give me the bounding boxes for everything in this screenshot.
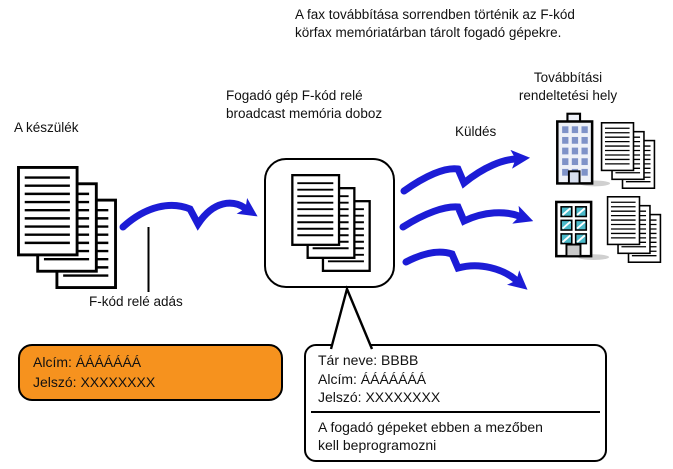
relay-box-label-line2: broadcast memória doboz bbox=[226, 106, 383, 121]
relay-box-label bbox=[226, 87, 382, 123]
document-stack-icon bbox=[600, 122, 656, 189]
sender-code-box bbox=[18, 344, 283, 401]
office-building-icon bbox=[550, 200, 610, 262]
relay-transmission-label: F-kód relé adás bbox=[89, 294, 183, 309]
callout-note-line1: A fogadó gépeket ebben a mezőben bbox=[318, 418, 543, 435]
send-arrow-top bbox=[404, 159, 515, 191]
send-arrow-bottom bbox=[406, 252, 516, 280]
sender-subaddress: Alcím: ÁÁÁÁÁÁÁ bbox=[33, 354, 142, 370]
destination-label bbox=[488, 69, 648, 105]
send-arrow-middle bbox=[403, 207, 519, 227]
relay-box-callout bbox=[304, 344, 607, 462]
document-stack-icon bbox=[606, 196, 662, 263]
relay-box-label-line1: Fogadó gép F-kód relé bbox=[226, 88, 363, 103]
relay-send-arrow bbox=[123, 203, 245, 227]
document-stack-icon bbox=[16, 166, 118, 289]
relay-memory-box bbox=[264, 158, 395, 288]
intro-text bbox=[295, 6, 575, 42]
sender-password: Jelszó: XXXXXXXX bbox=[33, 374, 156, 390]
intro-line2: körfax memóriatárban tárolt fogadó gépekre. bbox=[295, 25, 562, 40]
callout-note-line2: kell beprogramozni bbox=[318, 437, 437, 453]
destination-label-line1: Továbbítási bbox=[533, 70, 603, 85]
document-stack-icon bbox=[288, 174, 374, 272]
send-label: Küldés bbox=[455, 124, 497, 139]
destination-label-line2: rendeltetési hely bbox=[518, 88, 618, 103]
machine-label: A készülék bbox=[14, 120, 79, 135]
callout-box-name: Tár neve: BBBB bbox=[318, 352, 419, 368]
callout-password: Jelszó: XXXXXXXX bbox=[318, 389, 441, 405]
callout-divider bbox=[311, 411, 600, 413]
intro-line1: A fax továbbítása sorrendben történik az F-kód bbox=[295, 7, 575, 22]
callout-subaddress: Alcím: ÁÁÁÁÁÁÁ bbox=[318, 370, 427, 387]
callout-tail bbox=[320, 285, 380, 353]
